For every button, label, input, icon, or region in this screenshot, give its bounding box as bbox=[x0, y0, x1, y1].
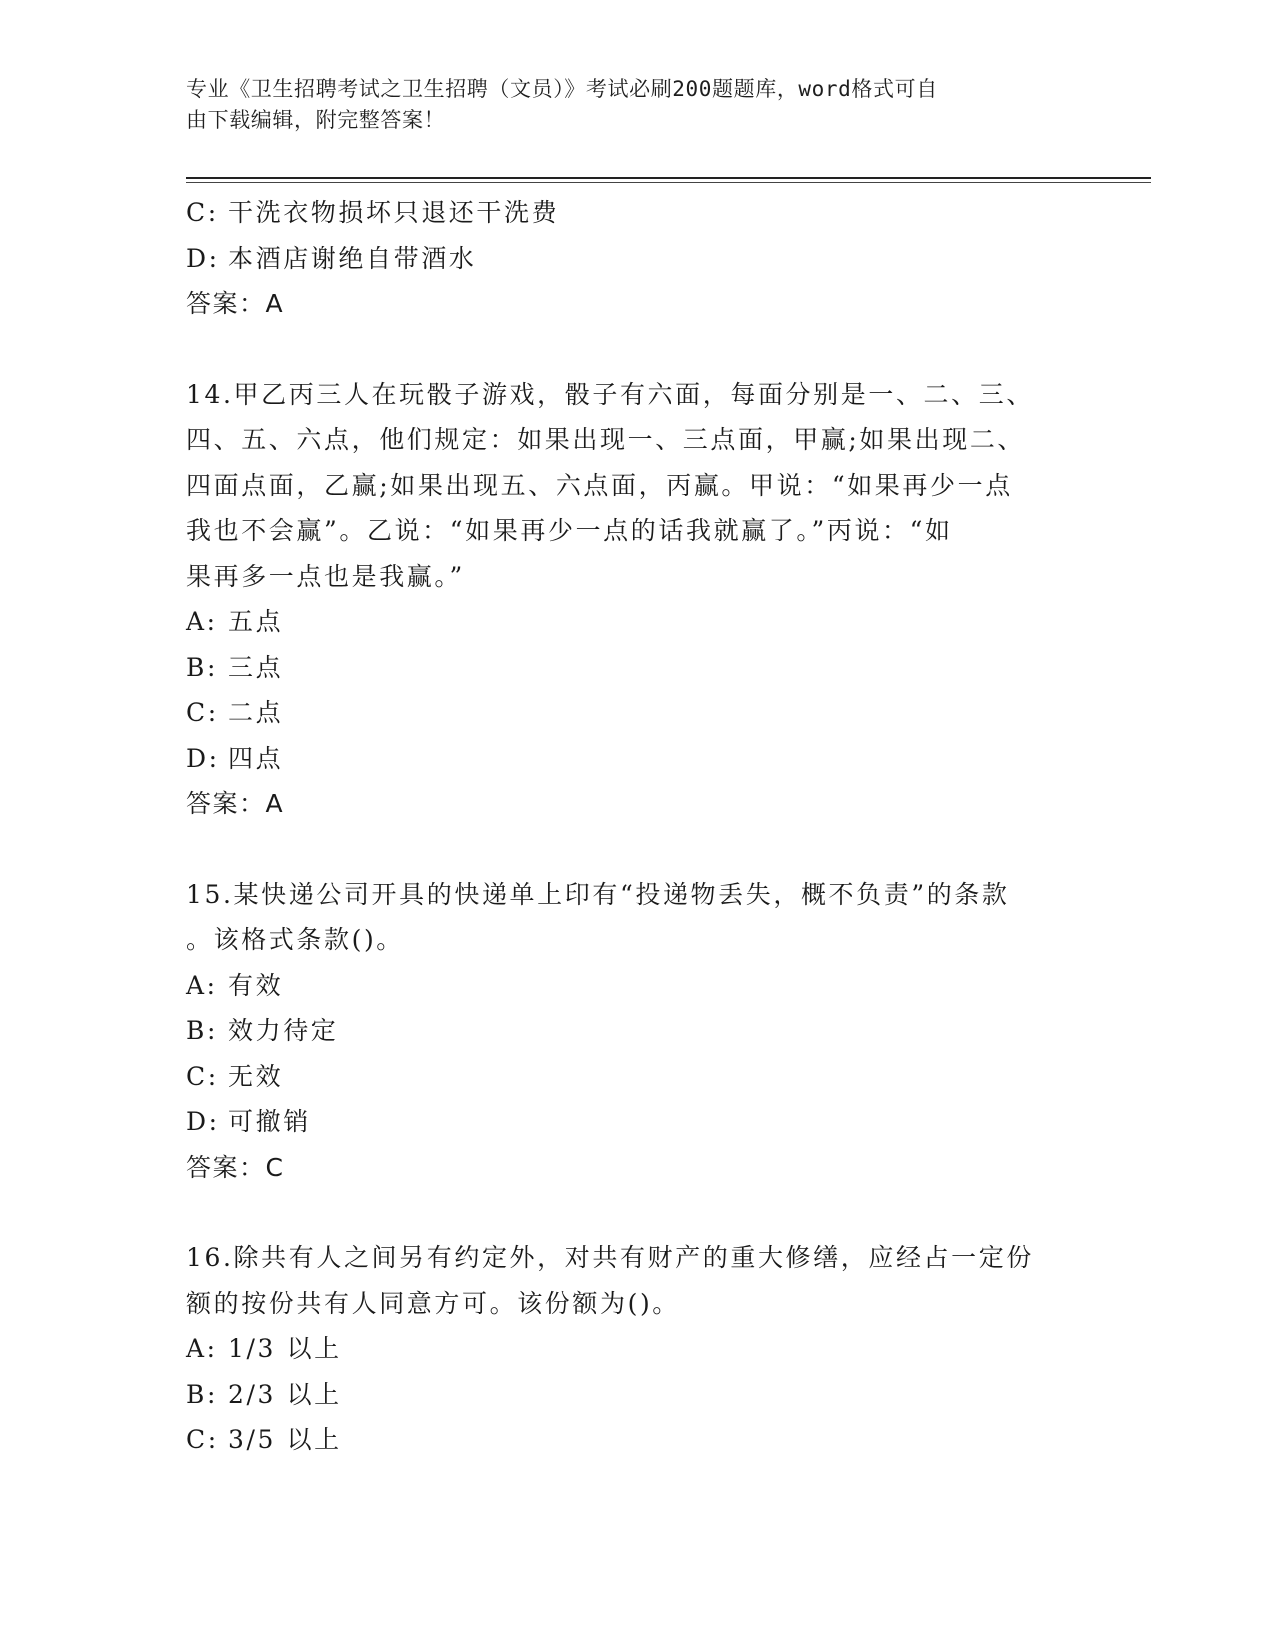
option-d bbox=[186, 736, 1066, 782]
option-d bbox=[186, 236, 1066, 282]
header-divider-thin bbox=[186, 182, 1151, 183]
option-letter: C: bbox=[186, 1061, 219, 1091]
answer-line: 答案：A bbox=[186, 789, 285, 818]
option-text: 有效 bbox=[228, 970, 284, 1000]
option-text: 可撤销 bbox=[228, 1107, 311, 1136]
question-stem bbox=[186, 372, 1066, 600]
option-letter: B: bbox=[186, 652, 218, 682]
question-stem bbox=[186, 872, 1066, 963]
option-b bbox=[186, 645, 1066, 691]
stem-line: 四、五、六点，他们规定：如果出现一、三点面，甲赢;如果出现二、 bbox=[186, 425, 1026, 454]
option-text: 四点 bbox=[228, 743, 284, 773]
stem-line: 我也不会赢”。乙说：“如果再少一点的话我就赢了。”丙说：“如 bbox=[186, 516, 953, 545]
option-a bbox=[186, 1326, 1066, 1372]
stem-line: 16.除共有人之间另有约定外，对共有财产的重大修缮，应经占一定份 bbox=[186, 1243, 1034, 1272]
answer-line: 答案：A bbox=[186, 289, 285, 318]
option-letter: A: bbox=[186, 1334, 218, 1363]
option-letter: A: bbox=[186, 607, 218, 636]
option-text: 三点 bbox=[228, 652, 284, 682]
question-15 bbox=[186, 872, 1066, 1191]
stem-line: 14.甲乙丙三人在玩骰子游戏，骰子有六面，每面分别是一、二、三、 bbox=[186, 379, 1034, 409]
option-text: 无效 bbox=[228, 1061, 284, 1091]
question-16 bbox=[186, 1235, 1066, 1463]
document-body bbox=[186, 190, 1066, 1463]
option-letter: B: bbox=[186, 1379, 218, 1409]
option-letter: C: bbox=[186, 1425, 219, 1454]
option-c bbox=[186, 690, 1066, 736]
header-divider-thick bbox=[186, 177, 1151, 179]
option-text: 二点 bbox=[228, 698, 284, 727]
stem-line: 额的按份共有人同意方可。该份额为()。 bbox=[186, 1288, 680, 1318]
question-14 bbox=[186, 372, 1066, 827]
option-letter: D: bbox=[186, 743, 220, 773]
option-text: 3/5 以上 bbox=[228, 1425, 342, 1454]
question-13-tail bbox=[186, 190, 1066, 327]
option-text: 2/3 以上 bbox=[228, 1379, 342, 1409]
option-text: 干洗衣物损坏只退还干洗费 bbox=[228, 198, 560, 227]
option-text: 五点 bbox=[228, 607, 284, 636]
question-stem bbox=[186, 1235, 1066, 1326]
header-line-2: 由下载编辑，附完整答案！ bbox=[186, 108, 446, 132]
option-letter: D: bbox=[186, 243, 220, 273]
option-letter: A: bbox=[186, 970, 218, 1000]
option-text: 本酒店谢绝自带酒水 bbox=[228, 243, 477, 273]
option-c bbox=[186, 1417, 1066, 1463]
option-b bbox=[186, 1008, 1066, 1054]
option-c bbox=[186, 1054, 1066, 1100]
stem-line: 。该格式条款()。 bbox=[186, 925, 404, 954]
stem-line: 四面点面，乙赢;如果出现五、六点面，丙赢。甲说：“如果再少一点 bbox=[186, 470, 1013, 500]
option-b bbox=[186, 1372, 1066, 1418]
option-a bbox=[186, 599, 1066, 645]
stem-line: 15.某快递公司开具的快递单上印有“投递物丢失，概不负责”的条款 bbox=[186, 879, 1010, 909]
stem-line: 果再多一点也是我赢。” bbox=[186, 561, 465, 591]
option-c bbox=[186, 190, 1066, 236]
option-text: 1/3 以上 bbox=[228, 1334, 342, 1363]
option-a bbox=[186, 963, 1066, 1009]
option-text: 效力待定 bbox=[228, 1016, 339, 1045]
option-d bbox=[186, 1099, 1066, 1145]
option-letter: D: bbox=[186, 1107, 220, 1136]
answer-line: 答案：C bbox=[186, 1152, 285, 1182]
header-line-1: 专业《卫生招聘考试之卫生招聘（文员）》考试必刷200题题库，word格式可自 bbox=[186, 77, 938, 101]
option-letter: C: bbox=[186, 198, 219, 227]
document-header bbox=[186, 74, 1066, 136]
option-letter: C: bbox=[186, 698, 219, 727]
option-letter: B: bbox=[186, 1016, 218, 1045]
